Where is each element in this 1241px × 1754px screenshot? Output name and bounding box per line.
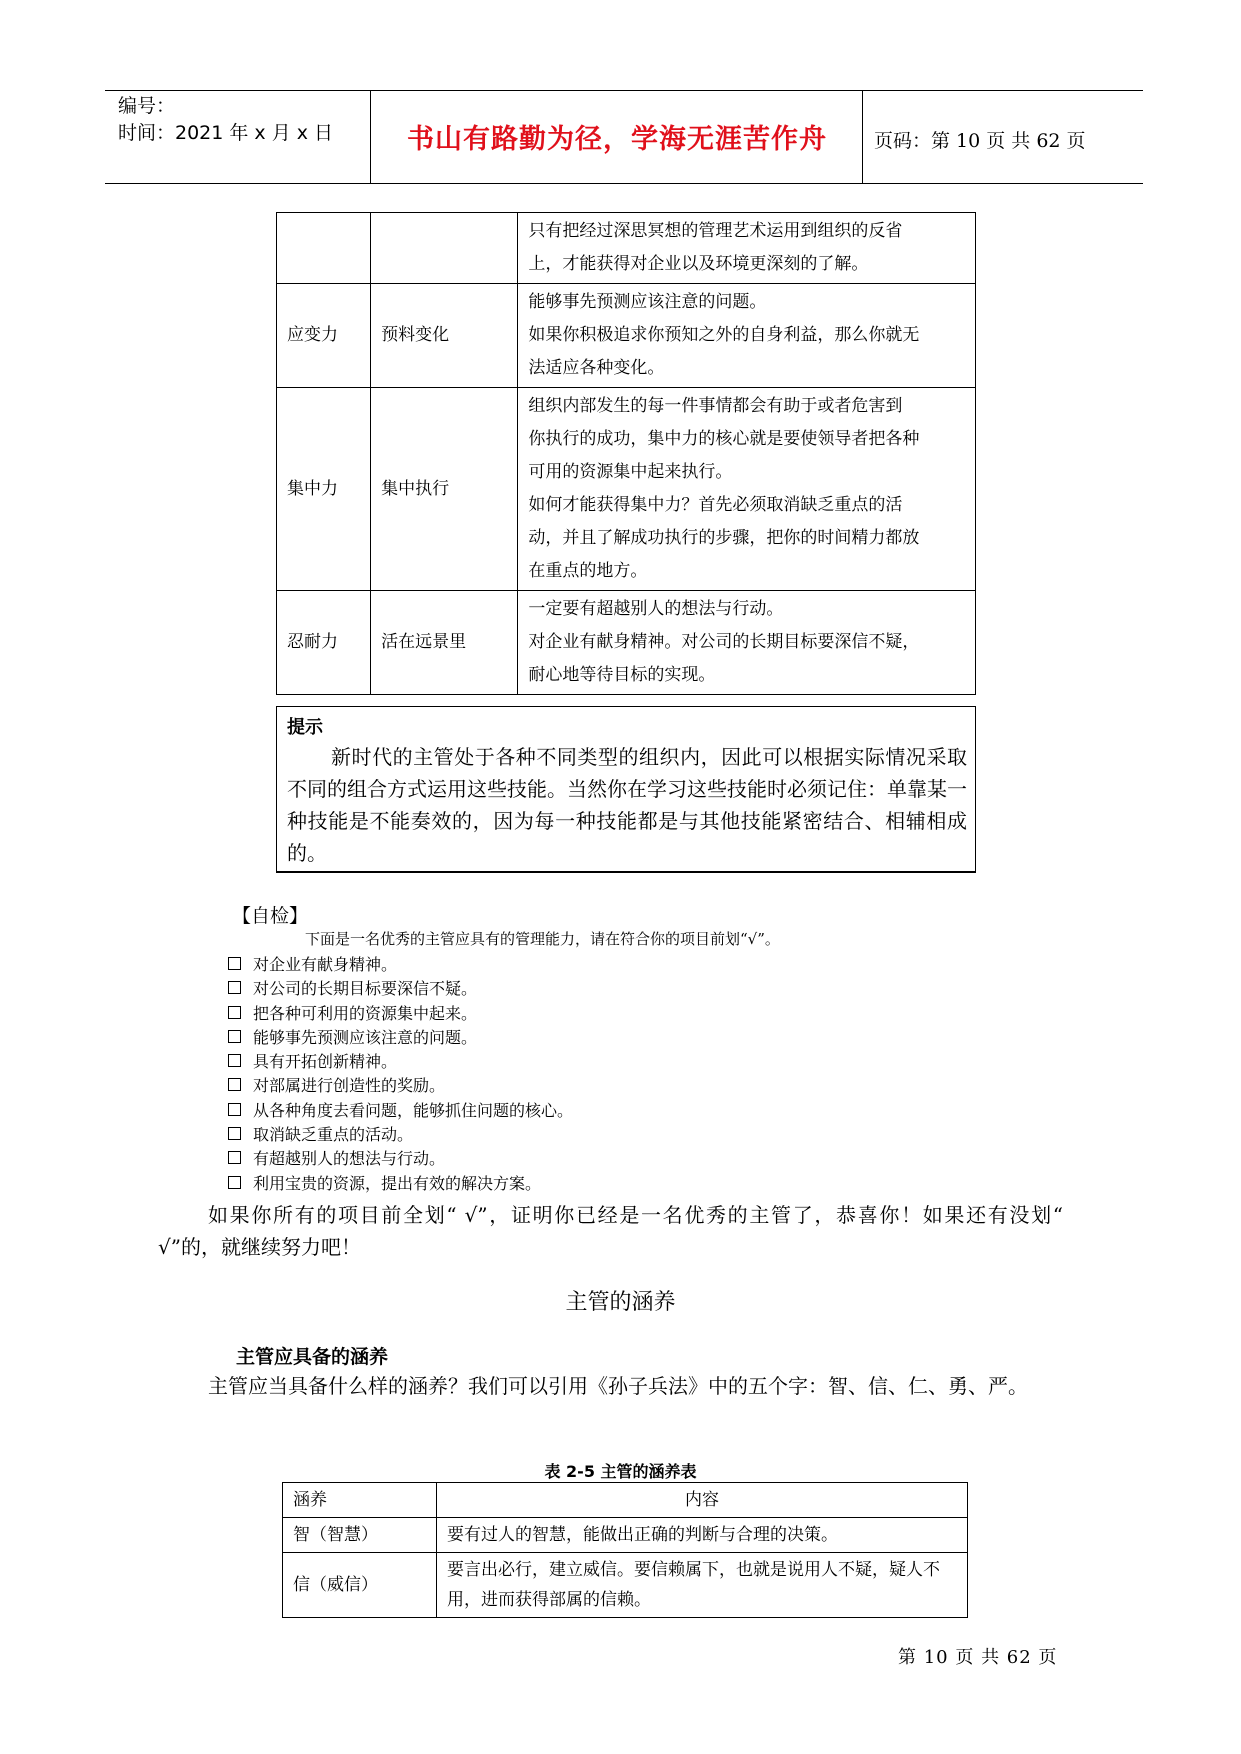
header-number-label: 编号：	[118, 95, 176, 117]
skill-description-line: 可用的资源集中起来执行。	[528, 462, 733, 482]
self-check-item-label: 能够事先预测应该注意的问题。	[253, 1027, 478, 1047]
skill-description	[518, 213, 976, 284]
checkbox-icon[interactable]	[228, 1103, 241, 1116]
skill-method	[371, 213, 518, 284]
checkbox-icon[interactable]	[228, 1030, 241, 1043]
traits-header-row	[283, 1483, 968, 1518]
checkbox-icon[interactable]	[228, 1127, 241, 1140]
skill-description	[518, 591, 976, 695]
self-check-list	[228, 953, 573, 1196]
self-check-item-label: 从各种角度去看问题，能够抓住问题的核心。	[253, 1100, 574, 1120]
trait-name: 智（智慧）	[283, 1518, 437, 1553]
skill-description-line: 如果你积极追求你预知之外的自身利益，那么你就无	[528, 325, 920, 345]
skill-name: 忍耐力	[277, 591, 371, 695]
header-divider-right	[862, 90, 863, 184]
traits-table-row	[283, 1553, 968, 1618]
skills-table-row	[277, 388, 976, 591]
tip-title: 提示	[287, 717, 323, 738]
header-page-label: 页码：第 10 页 共 62 页	[874, 130, 1086, 152]
self-check-intro: 下面是一名优秀的主管应具有的管理能力，请在符合你的项目前划“√”。	[305, 930, 780, 948]
skills-table-row	[277, 213, 976, 284]
checkbox-icon[interactable]	[228, 1006, 241, 1019]
skill-description-line: 只有把经过深思冥想的管理艺术运用到组织的反省	[528, 221, 903, 241]
self-check-item	[228, 1050, 573, 1074]
self-check-item-label: 具有开拓创新精神。	[253, 1052, 398, 1072]
skill-description	[518, 388, 976, 591]
self-check-title: 【自检】	[232, 905, 309, 927]
traits-table-caption: 表 2-5 主管的涵养表	[544, 1462, 697, 1481]
traits-table-row	[283, 1518, 968, 1553]
self-check-item-label: 把各种可利用的资源集中起来。	[253, 1003, 478, 1023]
traits-header-content: 内容	[437, 1483, 968, 1518]
skill-method: 预料变化	[371, 284, 518, 388]
self-check-item-label: 对企业有献身精神。	[253, 955, 398, 974]
skill-description-line: 法适应各种变化。	[528, 358, 665, 378]
trait-content: 要言出必行，建立威信。要信赖属下，也就是说用人不疑，疑人不用，进而获得部属的信赖。	[437, 1553, 968, 1618]
skills-table	[276, 212, 976, 695]
skill-name: 应变力	[277, 284, 371, 388]
footer-page-number: 第 10 页 共 62 页	[898, 1647, 1058, 1668]
self-check-item-label: 对公司的长期目标要深信不疑。	[253, 979, 478, 999]
skill-method: 集中执行	[371, 388, 518, 591]
self-check-item	[228, 953, 573, 977]
section-subtitle: 主管应具备的涵养	[236, 1346, 389, 1368]
self-check-item	[228, 1147, 573, 1171]
self-check-item	[228, 1026, 573, 1050]
skill-description	[518, 284, 976, 388]
self-check-item	[228, 1172, 573, 1196]
skill-description-line: 一定要有超越别人的想法与行动。	[528, 599, 784, 619]
tip-box	[276, 706, 976, 873]
traits-header-trait: 涵养	[283, 1483, 437, 1518]
skills-table-row	[277, 284, 976, 388]
skill-description-line: 上，才能获得对企业以及环境更深刻的了解。	[528, 254, 869, 274]
skill-method: 活在远景里	[371, 591, 518, 695]
self-check-item-label: 有超越别人的想法与行动。	[253, 1149, 446, 1169]
self-check-item	[228, 1002, 573, 1026]
trait-name: 信（威信）	[283, 1553, 437, 1618]
skills-table-row	[277, 591, 976, 695]
self-check-item-label: 取消缺乏重点的活动。	[253, 1125, 414, 1145]
skill-description-line: 在重点的地方。	[528, 561, 648, 581]
tip-body: 新时代的主管处于各种不同类型的组织内，因此可以根据实际情况采取不同的组合方式运用这些技能。当然你在学习这些技能时必须记住：单靠某一种技能是不能奏效的，因为每一种技能都是与其他技能紧密结合、相辅相成的。	[287, 745, 967, 865]
skill-name: 集中力	[277, 388, 371, 591]
section-title: 主管的涵养	[565, 1290, 676, 1315]
checkbox-icon[interactable]	[228, 1176, 241, 1189]
checkbox-icon[interactable]	[228, 981, 241, 994]
self-check-item-label: 对部属进行创造性的奖励。	[253, 1076, 446, 1096]
header-divider-left	[370, 90, 371, 184]
skill-description-line: 如何才能获得集中力？首先必须取消缺乏重点的活	[528, 495, 903, 515]
skill-description-line: 能够事先预测应该注意的问题。	[528, 292, 767, 312]
trait-content: 要有过人的智慧，能做出正确的判断与合理的决策。	[437, 1518, 968, 1553]
skill-name	[277, 213, 371, 284]
header-motto: 书山有路勤为径，学海无涯苦作舟	[407, 124, 827, 155]
skill-description-line: 耐心地等待目标的实现。	[528, 665, 716, 685]
self-check-item	[228, 1074, 573, 1098]
header-time-label: 时间：2021 年 x 月 x 日	[118, 122, 334, 144]
self-check-item	[228, 1123, 573, 1147]
self-check-item-label: 利用宝贵的资源，提出有效的解决方案。	[253, 1173, 542, 1193]
checkbox-icon[interactable]	[228, 1151, 241, 1164]
header-bottom-rule	[105, 183, 1143, 184]
checkbox-icon[interactable]	[228, 957, 241, 970]
skill-description-line: 组织内部发生的每一件事情都会有助于或者危害到	[528, 396, 903, 416]
traits-table	[282, 1482, 968, 1618]
self-check-conclusion: 如果你所有的项目前全划“ √”，证明你已经是一名优秀的主管了，恭喜你！如果还有没划“ √”的，就继续努力吧！	[158, 1203, 1063, 1259]
checkbox-icon[interactable]	[228, 1054, 241, 1067]
skill-description-line: 对企业有献身精神。对公司的长期目标要深信不疑，	[528, 632, 920, 652]
skill-description-line: 你执行的成功，集中力的核心就是要使领导者把各种	[528, 429, 920, 449]
checkbox-icon[interactable]	[228, 1078, 241, 1091]
section-paragraph: 主管应当具备什么样的涵养？我们可以引用《孙子兵法》中的五个字：智、信、仁、勇、严。	[208, 1374, 1028, 1398]
self-check-item	[228, 977, 573, 1001]
self-check-item	[228, 1099, 573, 1123]
header-top-rule	[105, 90, 1143, 91]
skill-description-line: 动，并且了解成功执行的步骤，把你的时间精力都放	[528, 528, 920, 548]
